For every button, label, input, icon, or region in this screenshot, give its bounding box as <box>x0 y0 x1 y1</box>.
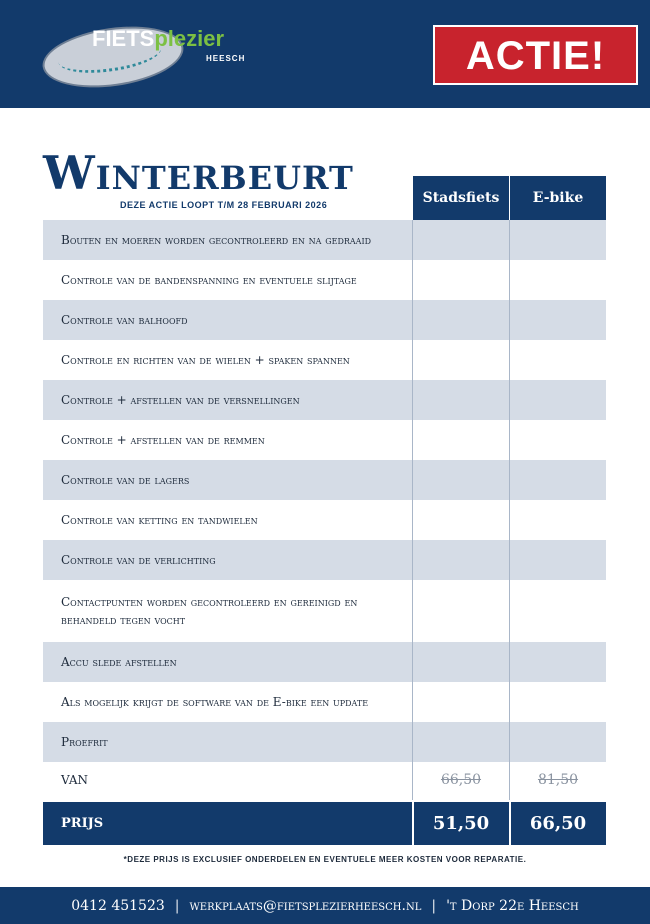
list-item <box>43 380 606 420</box>
column-divider <box>509 220 510 800</box>
item-label: Controle + afstellen van de remmen <box>61 433 265 447</box>
column-header-ebike: E-bike <box>510 176 606 220</box>
list-item <box>43 580 606 642</box>
item-label: Bouten en moeren worden gecontroleerd en na gedraaid <box>61 233 372 247</box>
item-label: Controle van de lagers <box>61 473 190 487</box>
list-item <box>43 722 606 762</box>
service-list <box>43 220 606 762</box>
price-stadsfiets: 51,50 <box>432 813 490 834</box>
list-item <box>43 682 606 722</box>
list-item <box>43 420 606 460</box>
column-divider <box>412 220 413 800</box>
item-label: Contactpunten worden gecontroleerd en gereinigd en behandeld tegen vocht <box>61 595 358 627</box>
page-title: Winterbeurt <box>43 146 354 200</box>
item-label: Controle van balhoofd <box>61 313 188 327</box>
van-label: VAN <box>61 773 89 787</box>
item-label: Controle en richten van de wielen + spaken spannen <box>61 353 350 367</box>
list-item <box>43 460 606 500</box>
list-item <box>43 220 606 260</box>
item-label: Proefrit <box>61 735 108 749</box>
footer-bar <box>0 887 650 924</box>
disclaimer-note: *DEZE PRIJS IS EXCLUSIEF ONDERDELEN EN EVENTUELE MEER KOSTEN VOOR REPARATIE. <box>123 855 527 864</box>
logo-wordmark: FIETSplezier <box>92 26 225 51</box>
item-label: Controle van ketting en tandwielen <box>61 513 258 527</box>
separator: | <box>174 897 180 914</box>
item-label: Controle van de verlichting <box>61 553 216 567</box>
item-label: Accu slede afstellen <box>61 655 177 669</box>
item-label: Controle + afstellen van de versnellingen <box>61 393 300 407</box>
actie-badge: ACTIE! <box>433 25 638 85</box>
logo-location: HEESCH <box>206 54 246 63</box>
old-price-stadsfiets: 66,50 <box>440 772 482 788</box>
original-price-row <box>43 760 606 800</box>
list-item <box>43 260 606 300</box>
item-label: Als mogelijk krijgt de software van de E-bike een update <box>61 695 369 709</box>
list-item <box>43 642 606 682</box>
promo-period: DEZE ACTIE LOOPT T/M 28 FEBRUARI 2026 <box>120 200 328 210</box>
old-price-ebike: 81,50 <box>537 772 579 788</box>
price-ebike: 66,50 <box>529 813 587 834</box>
prijs-label: PRIJS <box>61 816 104 831</box>
list-item <box>43 300 606 340</box>
phone-number[interactable]: 0412 451523 <box>71 897 165 914</box>
column-header-stadsfiets: Stadsfiets <box>413 176 509 220</box>
list-item <box>43 340 606 380</box>
list-item <box>43 500 606 540</box>
address: 't Dorp 22e Heesch <box>446 897 579 914</box>
separator: | <box>431 897 437 914</box>
price-row <box>43 802 606 845</box>
item-label: Controle van de bandenspanning en eventuele slijtage <box>61 273 357 287</box>
email-link[interactable]: werkplaats@fietsplezierheesch.nl <box>189 897 422 914</box>
header-bar <box>0 0 650 108</box>
list-item <box>43 540 606 580</box>
fietsplezier-logo <box>40 20 255 86</box>
